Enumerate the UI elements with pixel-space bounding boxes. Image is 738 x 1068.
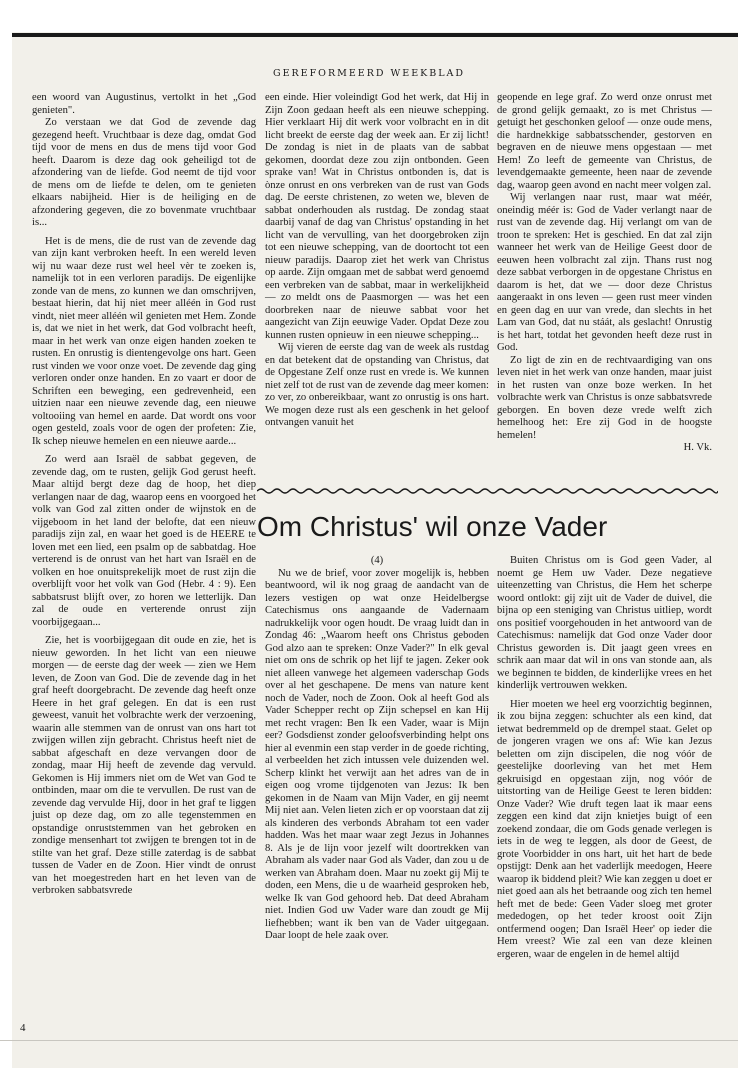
author-signature: H. Vk. xyxy=(683,442,712,453)
column-2 xyxy=(265,92,489,500)
paragraph: Wij verlangen naar rust, maar wat méér, oneindig méér is: God de Vader verlangt naar de rust van de zevende dag. Hij verlangt om van de troon te spreken: Het is geschied. En dat zal zijn wanneer het werk van de Heilige Geest door de eeuwen heen volbracht zal zijn. Thans rust nog deze sabbat verborgen in de opgestane Christus en daarom is het, dat we — door deze Christus aangeraakt in ons leven — geen rust meer vinden en geen dag en uur van vrede, dan slechts in het Lam van God, dat nu stáát, als geslacht! Onrustig is het hart, totdat het gevonden heeft deze rust in God. xyxy=(497,192,712,353)
paragraph: Zo ligt de zin en de rechtvaardiging van ons leven niet in het werk van onze handen, maar juist in het rusten van onze boze werken. In het volbrachte werk van Christus is onze sabbatsvrede geborgen. En boven deze vrede welft zich hemelhoog het: Ere zij God in de hoogste hemelen! xyxy=(497,354,712,441)
article-part-number: (4) xyxy=(370,555,384,566)
paragraph: Zo werd aan Israël de sabbat gegeven, de zevende dag, om te rusten, gelijk God gerust heeft. Maar altijd bergt deze dag de hoop, het diep verlangen naar de dag, waarop eens en voorgoed het volk van God zal zitten onder de wijnstok en de vijgeboom in het land der belofte, dat een nieuw paradijs zijn zal, en waar het goed is de HEERE te loven met een lied, een psalm op de sabbatdag. Hoe verterend is de onrust van het hart van Israël en de volken en hoe onuitsprekelijk moet de rust zijn die overblijft voor het volk van God (Hebr. 4 : 9). Een sabbatsrust blijft over, zo horen we letterlijk. Dan zal de oude en verterende onrust zijn voorbijgegaan... xyxy=(32,454,256,628)
paragraph: Wij vieren de eerste dag van de week als rustdag en dat betekent dat de opstanding van Christus, dat de Opgestane Zelf onze rust en vrede is. We kunnen niet zelf tot de rust van de zevende dag meer komen: zo ver, zo onbereikbaar, want zo onrustig is ons hart. We mogen deze rust als een geschenk in het geloof ontvangen vanuit het xyxy=(265,342,489,428)
paragraph: een einde. Hier voleindigt God het werk, dat Hij in Zijn Zoon gedaan heeft als een nieuwe schepping. Hier verklaart Hij dit werk voor volbracht en in dit licht breekt de eerste dag der week aan. Er zij licht! De zondag is niet in de plaats van de sabbat gekomen, doordat deze zou zijn ontbonden. Geen sprake van! Wat in Christus ontbonden is, dat is ònze onrust en ons verbreken van de rust van Gods dag. De eerste christenen, zo weten we, bleven de sabbat onderhouden als rustdag. De zondag staat daarbij vanaf de dag van Christus' opstanding in het licht van de vervulling, van het doorgebroken zijn tot een nieuwe schepping, van de doortocht tot een nieuw paradijs. Daarop ziet het werk van Christus op aarde. Zijn omgaan met de sabbat werd genoemd een verbreken van de sabbat, maar in werkelijkheid — zo meldt ons de Paasmorgen — was het een doorbreken naar de nieuwe sabbat voor het aangezicht van Zijn eeuwige Vader. Opdat Deze zou kunnen rusten opnieuw in een nieuwe schepping... xyxy=(265,92,489,341)
paragraph: Hier moeten we heel erg voorzichtig beginnen, ik zou bijna zeggen: schuchter als een kind, dat ietwat bedremmeld op de drempel staat. Gelet op de jongeren vragen we ons af: Wie kan Jezus beletten om zijn discipelen, die nog vóór de geestelijke doorleving van het met Hem gekruisigd en opgestaan zijn, nog vóór de uitstorting van de Heilige Geest te leren bidden: Onze Vader? Wie druft tegen laat ik maar eens zeggen een kind dat zijn knietjes buigt of een zoekend zondaar, die om Gods genade verlegen is iets in de weg te leggen, als door de Geest, de grote Voorbidder in ons hart, uit het hart de bede opstijgt: Denk aan het vaderlijk meedogen, Heere waarop ik biddend pleit? Wie kan zeggen u doet er niet goed aan als het betraande oog zich ten hemel heft met de bede: Geen Vader sloeg met groter mededogen, op het teder kroost ooit Zijn ontfermend oogen; Dan Israël Heer' op ieder die Hem vreest? Wie zal een van deze kleinen ergeren, waar de engelen in de hemel altijd xyxy=(497,698,712,960)
wavy-divider xyxy=(257,486,718,496)
column-3 xyxy=(497,92,712,500)
article-title: Om Christus' wil onze Vader xyxy=(257,511,608,542)
bottom-edge-rule xyxy=(0,1040,738,1041)
column-4 xyxy=(265,555,489,1020)
page-number: 4 xyxy=(20,1022,26,1034)
paragraph: geopende en lege graf. Zo werd onze onrust met de grond gelijk gemaakt, zo is met Christus — getuigt het geschonken geloof — onze oude mens, die hardnekkige sabbatsschender, gestorven en begraven en de nieuwe mens opgestaan — met Hem! Zo leeft de gemeente van Christus, de levendgemaakte gemeente, heen naar de zevende dag, waarop geen avond en nacht meer volgen zal. xyxy=(497,92,712,191)
column-1 xyxy=(32,92,256,1022)
column-5 xyxy=(497,555,712,1020)
paragraph: Buiten Christus om is God geen Vader, al noemt ge Hem uw Vader. Deze negatieve uiteenzetting van Christus, die Hem het scherpe woord ontlokt: gij zijt uit de Vader de duivel, die bijna op een steniging van Christus uitliep, wordt ons positief voorgehouden in het antwoord van de Catechismus: namelijk dat God onze Vader door Christus geworden is. Dit jaagt geen vrees en schrik aan maar dat wil in ons van stonde aan, als we beginnen te bidden, de kinderlijke vrees en het kinderlijk vertrouwen wekken. xyxy=(497,555,712,691)
paragraph: een woord van Augustinus, vertolkt in het „God genieten". xyxy=(32,92,256,116)
paragraph: Het is de mens, die de rust van de zevende dag van zijn kant verbroken heeft. In een wereld leven wij nu waar deze rust wel heel vèr te zoeken is, namelijk tot in een verloren paradijs. De eigenlijke zonde van de mens, zo kunnen we dan omschrijven, bestaat hierin, dat hij niet meer alléén in God rust vindt, niet meer alléén wil genieten met Hem. Zonde is, dat we niet in het werk, dat God volbracht heeft, maar in het werk van onze eigen handen zoeken te rusten. En onrustig is dientengevolge ons hart. Geen rust vinden we voor onze voet. De zevende dag ging verloren onder onze handen. En zo vaart er door de Schriften een beweging, een gedrevenheid, een uitzien naar een nieuwe zevende dag, een nieuwe voltooiing van hemel en aarde. Dat wordt ons voor ogen gesteld, zoals voor de ogen der profeten: Zie, Ik schep nieuwe hemelen en een nieuwe aarde... xyxy=(32,235,256,447)
top-edge-rule xyxy=(12,33,738,37)
paragraph: Zo verstaan we dat God de zevende dag gezegend heeft. Vruchtbaar is deze dag, omdat God tijd voor de mens en dus de mens tijd voor God heeft. Daarom is deze dag ook geheiligd tot de afzondering van de liefde. God neemt de tijd voor de mens om de liefde te delen, om te genieten elkaars nabijheid. Hier is de heiliging en de afzondering gegeven, die zo bovenmate vruchtbaar is... xyxy=(32,117,256,228)
masthead-title: GEREFORMEERD WEEKBLAD xyxy=(272,68,466,79)
paragraph: Nu we de brief, voor zover mogelijk is, hebben beantwoord, wil ik nog graag de aandacht van de lezers vestigen op wat onze Heidelbergse Catechismus ons aangaande de Vadernaam nadrukkelijk voor ogen houdt. De vraag luidt dan in Zondag 46: „Waarom heeft ons Christus geboden God alzo aan te spreken: Onze Vader?" In elk geval niet om ons de schrik op het lijf te jagen. Zeker ook niet alleen vanwege het algemeen vaderschap Gods over al het geschapene. De mens van nature kent noch de Vader, noch de Zoon. Ook al heeft God als Vader Schepper recht op Zijn schepsel en kan Hij met recht vragen: Ben Ik een Vader, waar is Mijn eer? Godsdienst zonder geloofsverbinding helpt ons hier al evenmin een stap verder in de goede richting, al verbeelden het zich intussen vele duizenden wel. Scherp klinkt het verwijt aan het adres van de in eigen oog vrome tijdgenoten van Jezus: Ik ben gekomen in de Naam van Mijn Vader, en gij neemt Mij niet aan. Velen lieten zich er op voorstaan dat zij als kinderen des verbonds Abraham tot een vader hadden. Was het maar waar zegt Jezus in Johannes 8. Als je de lijn voor jezelf wilt doortrekken van Abraham als vader naar God als Vader, dan zou u de werken van Abraham doen. Maar nu zoekt gij Mij te doden, een Mens, die u de waarheid gesproken heb, welke Ik van God gehoord heb. Dat deed Abraham niet. Indien God uw Vader ware dan zoudt ge Mij liefhebben; want ik ben van de Vader uitgegaan. Daar loopt de hele zaak over. xyxy=(265,567,489,941)
paragraph: Zie, het is voorbijgegaan dit oude en zie, het is nieuw geworden. In het licht van een nieuwe morgen — de eerste dag der week — zien we Hem leven, de Zoon van God. Die de zevende dag in het graf heeft doorgebracht. De zevende dag heeft onze Heere in het graf gelegen. En dat is een rust geweest, vanuit het volbrachte werk der verzoening, waarin alle stemmen van de onrust van ons hart tot zwijgen willen zijn gebracht. Christus heeft niet de sabbat afgeschaft en deze vervangen door de zondag, maar Hij heeft de zevende dag vervuld. Gekomen is Hij immers niet om de Wet van God te ontbinden, maar om die te vervullen. De rust van de zevende dag vervulde Hij, door in het graf te liggen juist op deze dag, om zo alle tegenstemmen en opstandige onruststemmen van het gebroken en zondige mensenhart tot zwijgen te brengen tot in de stilte van het graf. Deze stille zaterdag is de sabbat tussen de Vader en de Zoon. Hier vindt de onrust van het moegestreden hart en het leven van de verbroken sabbatsvrede xyxy=(32,635,256,896)
